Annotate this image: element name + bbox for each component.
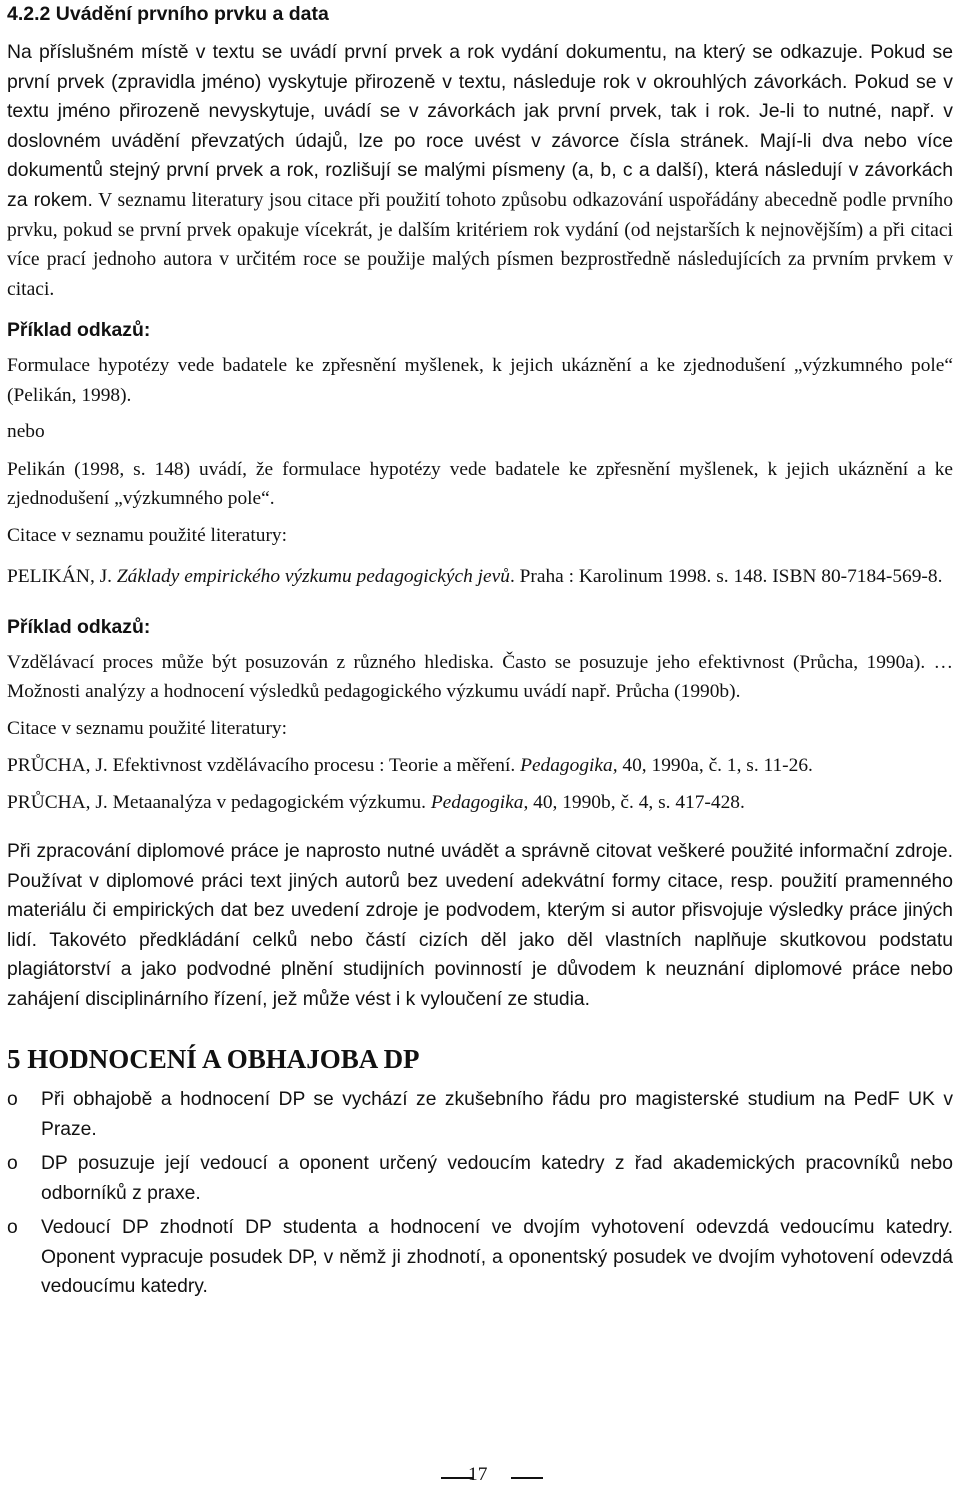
- example-heading-1: Příklad odkazů:: [7, 319, 151, 342]
- plagiarism-paragraph: Při zpracování diplomové práce je naprosto nutné uvádět a správně citovat veškeré použité informační zdroje. Používat v diplomové práci text jiných autorů bez uvedení adekvátní formy citace, resp. použití pramenného materiálu či empirických dat bez uvedení zdroje je podvodem, kterým si autor přisvojuje výsledky práce jiných lidí. Takovéto předkládání celků nebo částí cizích děl jako děl vlastních naplňuje skutkovou podstatu plagiátorství a jako podvodné plnění studijních povinností je důvodem k neuznání diplomové práce nebo zahájení disciplinárního řízení, jež může vést i k vyloučení ze studia.: [7, 841, 953, 1010]
- ref-rest: . Praha : Karolinum 1998. s. 148. ISBN 80-7184-569-8.: [509, 566, 943, 588]
- list-item-text: Vedoucí DP zhodnotí DP studenta a hodnocení ve dvojím vyhotovení odevzdá vedoucímu katedry. Oponent vypracuje posudek DP, v němž ji zhodnotí, a oponentský posudek ve dvojím vyhotovení odevzdá vedoucímu katedry.: [41, 1217, 953, 1298]
- ref1-text: PRŮCHA, J. Efektivnost vzdělávacího procesu : Teorie a měření.: [7, 755, 521, 777]
- ref-author: PELIKÁN, J.: [7, 566, 117, 588]
- example1-or: nebo: [7, 421, 45, 443]
- example1-reference: [7, 562, 953, 592]
- ref2-journal: Pedagogika: [430, 791, 524, 813]
- list-item: [7, 1085, 953, 1144]
- example2-reference-1: [7, 751, 953, 781]
- example1-list-label: Citace v seznamu použité literatury:: [7, 524, 287, 546]
- page-number: 17: [468, 1464, 488, 1485]
- example2-list-label: Citace v seznamu použité literatury:: [7, 717, 287, 739]
- evaluation-list: [7, 1085, 953, 1302]
- example2-reference-2: [7, 788, 953, 818]
- page-footer: [0, 1462, 960, 1492]
- ref2-text: PRŮCHA, J. Metaanalýza v pedagogickém výzkumu.: [7, 791, 431, 813]
- example1-text: Formulace hypotézy vede badatele ke zpřesnění myšlenek, k jejich ukáznění a ke zjednodušení „výzkumného pole“ (Pelikán, 1998).: [7, 355, 953, 406]
- intro-paragraph: [7, 38, 953, 304]
- intro-text-tail: V seznamu literatury jsou citace při použití tohoto způsobu odkazování uspořádány abecedně podle prvního prvku, pokud se první prvek opakuje vícekrát, je dalším kritériem rok vydání (od nejstarších k nejnovějším) a při citaci více prací jednoho autora v určitém roce se použije malých písmen bezprostředně následujících za prvním prvkem v citaci.: [7, 189, 953, 300]
- ref2-details: , 40, 1990b, č. 4, s. 417-428.: [523, 791, 745, 813]
- example2-text: Vzdělávací proces může být posuzován z různého hlediska. Často se posuzuje jeho efektivnost (Průcha, 1990a). … Možnosti analýzy a hodnocení výsledků pedagogického výzkumu uvádí např. Průcha (1990b).: [7, 651, 953, 703]
- ref-title: Základy empirického výzkumu pedagogických jevů: [116, 566, 510, 588]
- example-heading-2: Příklad odkazů:: [7, 615, 151, 638]
- section-heading: 4.2.2 Uvádění prvního prvku a data: [7, 3, 329, 25]
- footer-dash-right: [511, 1477, 543, 1479]
- list-item: [7, 1149, 953, 1208]
- example1-text-alt: Pelikán (1998, s. 148) uvádí, že formulace hypotézy vede badatele ke zpřesnění myšlenek, k jejich ukáznění a ke zjednodušení „výzkumného pole“.: [7, 458, 953, 510]
- ref1-journal: Pedagogika,: [520, 755, 618, 777]
- bullet-marker: o: [7, 1217, 18, 1239]
- list-item: [7, 1213, 953, 1302]
- chapter-heading: 5 HODNOCENÍ A OBHAJOBA DP: [7, 1044, 420, 1075]
- intro-text: Na příslušném místě v textu se uvádí první prvek a rok vydání dokumentu, na který se odkazuje. Pokud se první prvek (zpravidla jméno) vyskytuje přirozeně v textu, následuje rok v okrouhlých závorkách. Pokud se v textu jméno přirozeně nevyskytuje, uvádí se v závorkách jak první prvek, tak i rok. Je-li to nutné, např. v doslovném uvádění převzatých údajů, lze po roce uvést v závorce čísla stránek. Mají-li dva nebo více dokumentů stejný první prvek a rok, rozlišují se malými písmeny (a, b, c a další), která následují v závorkách za rokem.: [7, 41, 953, 211]
- bullet-marker: o: [7, 1153, 18, 1175]
- bullet-marker: o: [7, 1089, 18, 1111]
- list-item-text: DP posuzuje její vedoucí a oponent určený vedoucím katedry z řad akademických pracovníků nebo odborníků z praxe.: [41, 1153, 953, 1204]
- ref1-details: 40, 1990a, č. 1, s. 11-26.: [617, 755, 813, 777]
- list-item-text: Při obhajobě a hodnocení DP se vychází ze zkušebního řádu pro magisterské studium na PedF UK v Praze.: [41, 1089, 953, 1140]
